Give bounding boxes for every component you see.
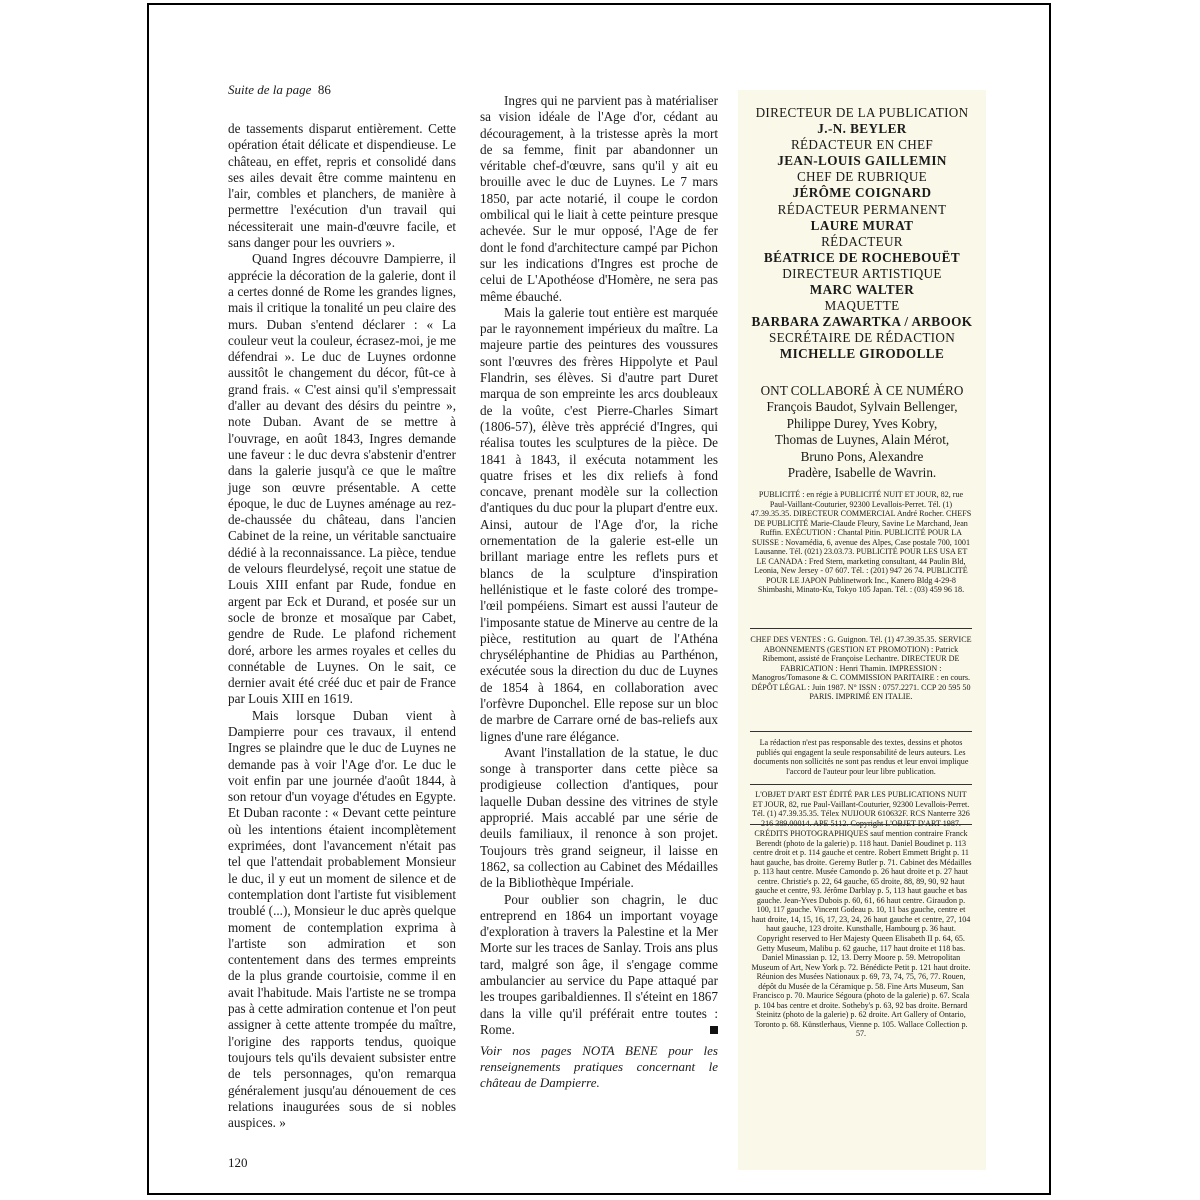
paragraph: de tassements disparut entièrement. Cette opération était délicate et dispendieuse. Le château, en effet, repris et consolidé dans ses ailes devait être comme maintenu en l'air, combles et planchers, de manière à permettre l'exécution d'un travail qui nécessiterait une main-d'œuvre facile, et sans danger pour les ouvriers ». <box>228 121 456 251</box>
paragraph: Ingres qui ne parvient pas à matérialiser sa vision idéale de l'Age d'or, cédant au découragement, à la tristesse après la mort de sa femme, finit par abandonner un véritable chef-d'œuvre, sans qu'il y ait eu brouille avec le duc de Luynes. Le 7 mars 1850, par acte notarié, il coupe le cordon ombilical qui le liait à cette peinture presque achevée. Sur le mur opposé, l'Age de fer dont le fond d'architecture campé par Pichon sur les indications d'Ingres est proche de celui de L'Apothéose d'Homère, ne sera pas même ébauché. <box>480 93 718 304</box>
disclaimer-text: La rédaction n'est pas responsable des textes, dessins et photos publiés qui engagent la seule responsabilité de leurs auteurs. Les documents non sollicités ne sont pas rendus et leur envoi implique l'accord de l'auteur pour leur libre publication. <box>753 738 969 776</box>
publisher-info <box>750 790 972 828</box>
masthead-name: BARBARA ZAWARTKA / ARBOOK <box>751 314 973 330</box>
masthead <box>738 105 986 363</box>
page-number: 120 <box>228 1155 248 1170</box>
contributors-line: Philippe Durey, Yves Kobry, <box>786 415 938 431</box>
masthead-role: DIRECTEUR DE LA PUBLICATION <box>755 105 969 120</box>
editorial-disclaimer <box>750 738 972 776</box>
masthead-name: J.-N. BEYLER <box>817 121 907 137</box>
masthead-name: MARC WALTER <box>809 282 915 298</box>
masthead-role: SECRÉTAIRE DE RÉDACTION <box>768 330 956 346</box>
paragraph-text: Pour oublier son chagrin, le duc entreprend en 1864 un important voyage d'exploration à travers la Palestine et la Mer Morte sur les traces de Sanlay. Trois ans plus tard, malgré son âge, il s'engage comme ambulancier au service du Pape attaqué par les troupes garibaldiennes. Il s'éteint en 1867 dans la ville qu'il préférait entre toutes : Rome. <box>480 891 718 1037</box>
contributors-line: François Baudot, Sylvain Bellenger, <box>766 399 958 415</box>
contributors <box>738 383 986 481</box>
publisher-text: L'OBJET D'ART EST ÉDITÉ PAR LES PUBLICATIONS NUIT ET JOUR, 82, rue Paul-Vaillant-Couturier, 92300 Levallois-Perret. Tél. (1) 47.39.35.35. Télex NUIJOUR 610632F. RCS Nanterre 326 216 389.00014. APE 5112. Copyright L'OBJET D'ART 1987. <box>752 790 970 828</box>
end-of-article-mark <box>710 1026 718 1034</box>
masthead-name: LAURE MURAT <box>810 217 914 233</box>
advertising-info <box>750 490 972 595</box>
sales-text: CHEF DES VENTES : G. Guignon. Tél. (1) 47.39.35.35. SERVICE ABONNEMENTS (GESTION ET PROMOTION) : Patrick Ribemont, assisté de Françoise Lechantre. DIRECTEUR DE FABRICATION : Henri Thamin. IMPRESSION : Manogros/Tomasone & C. COMMISSION PARITAIRE : en cours. DÉPÔT LÉGAL : Juin 1987. N° ISSN : 0757.2271. CCP 20 595 50 PARIS. IMPRIMÉ EN ITALIE. <box>750 635 972 702</box>
masthead-role: CHEF DE RUBRIQUE <box>796 169 928 185</box>
masthead-role: DIRECTEUR ARTISTIQUE <box>782 265 942 281</box>
article-column-1 <box>228 121 456 1131</box>
contributors-line: Bruno Pons, Alexandre <box>800 448 924 464</box>
paragraph: Mais la galerie tout entière est marquée par le rayonnement impérieux du maître. La majeure partie des peintures des voussures sont l'œuvres des frères Hippolyte et Paul Flandrin, ses élèves. Si d'autre part Duret marqua de son empreinte les arcs doubleaux de la voûte, c'est Pierre-Charles Simart (1806-57), élève très apprécié d'Ingres, qui réalisa toutes les sculptures de la pièce. De 1841 à 1843, il exécuta notamment les quatre frises et les dix reliefs à fond concave, prenant modèle sur la collection d'antiques du duc pour la plupart d'entre eux. Ainsi, autour de l'Age d'or, la riche ornementation de la galerie est-elle un brillant mariage entre les reflets purs et blancs de la sculpture d'inspiration hellénistique et le faste coloré des trompe-l'œil pompéiens. Simart est aussi l'auteur de l'imposante statue de Minerve au centre de la pièce, restitution au quart de l'Athéna chryséléphantine de Phidias au Parthénon, exécutée sous la direction du duc de Luynes de 1854 à 1864, en collaboration avec l'orfèvre Duponchel. Elle repose sur un bloc de marbre de Carrare orné de bas-reliefs aux lignes d'une rare élégance. <box>480 304 718 744</box>
continuation-label: Suite de la page <box>228 82 312 97</box>
sales-info <box>750 635 972 702</box>
masthead-name: JÉRÔME COIGNARD <box>792 185 932 201</box>
masthead-role: MAQUETTE <box>824 298 900 314</box>
masthead-role: RÉDACTEUR EN CHEF <box>790 137 934 153</box>
advertising-text: PUBLICITÉ : en régie à PUBLICITÉ NUIT ET JOUR, 82, rue Paul-Vaillant-Couturier, 92300 Levallois-Perret. Tél. (1) 47.39.35.35. DIRECTEUR COMMERCIAL André Rocher. CHEFS DE PUBLICITÉ Marie-Claude Fleury, Savine Le Marchand, Jean Ruffin. EXÉCUTION : Chantal Pitin. PUBLICITÉ POUR LA SUISSE : Novamédia, 6, avenue des Alpes, Case postale 700, 1001 Lausanne. Tél. (021) 23.03.73. PUBLICITÉ POUR LES USA ET LE CANADA : Fred Stern, marketing consultant, 44 Paulin Bld, Leonia, New Jersey - 07 607. Tél. : (201) 947 26 74. PUBLICITÉ POUR LE JAPON Publinetwork Inc., Kanero Bldg 4-29-8 Shimbashi, Minato-Ku, Tokyo 105 Japan. Tél. : (03) 459 96 18. <box>750 490 972 595</box>
masthead-name: JEAN-LOUIS GAILLEMIN <box>777 153 947 169</box>
paragraph: Mais lorsque Duban vient à Dampierre pour ces travaux, il entend Ingres se plaindre que le duc de Luynes ne demande pas à voir l'Age d'or. Le duc le voit enfin par une journée d'août 1844, à son retour d'un voyage d'études en Egypte. Et Duban raconte : « Devant cette peinture où les intentions étaient incomplètement exprimées, dont l'avancement n'était pas tel que l'attendait probablement Monsieur le duc, il y eut un moment de silence et de contemplation dont l'artiste fut visiblement troublé (...), Monsieur le duc après quelque moment de contemplation exprima à l'artiste son admiration et son contentement dans des termes empreints de la plus grande courtoisie, comme il en avait l'habitude. Mais l'artiste ne se trompa pas à cette admiration contenue et l'on peut assigner à cette attente trompée du maître, l'origine des rapports tendus, quoique toujours tels qu'ils devaient subsister entre de tels personnages, qu'on remarqua généralement jusqu'au dénouement de ces relations inaugurées sous de si nobles auspices. » <box>228 707 456 1131</box>
masthead-name: MICHELLE GIRODOLLE <box>779 346 945 362</box>
divider <box>750 784 972 785</box>
paragraph: Quand Ingres découvre Dampierre, il apprécie la décoration de la galerie, dont il a certes donné de Rome les grandes lignes, mais il critique la tonalité un peu claire des murs. Duban s'entend déclarer : « La couleur veut la couleur, écrasez-moi, je me défendrai ». Le duc de Luynes ordonne aussitôt le changement du décor, fût-ce à grand frais. « C'est ainsi qu'il s'empressait d'aller au devant des désirs du peintre », note Duban. Avant de se mettre à l'ouvrage, en août 1843, Ingres demande une faveur : le duc devra s'abstenir d'entrer dans la galerie jusqu'à ce que le maître juge son œuvre présentable. A cette époque, le duc de Luynes aménage au rez-de-chaussée du château, dans l'ancien Cabinet de la reine, un véritable sanctuaire dédié à la reconnaissance. La pièce, tendue de velours fleurdelysé, reçoit une statue de Louis XIII enfant par Rude, fondue en argent par Eck et Durand, et posée sur un socle de bronze et mosaïque par Cabet, gendre de Rude. Le plafond richement doré, arbore les armes royales et celles du connétable de Luynes. On le sait, ce dernier avait été créé duc et pair de France par Louis XIII en 1619. <box>228 251 456 707</box>
nota-bene-note: Voir nos pages NOTA BENE pour les renseignements pratiques concernant le château de Dampierre. <box>480 1043 718 1090</box>
contributors-heading: ONT COLLABORÉ À CE NUMÉRO <box>760 383 964 398</box>
divider <box>750 731 972 732</box>
divider <box>750 824 972 825</box>
article-column-2 <box>480 93 718 1038</box>
photo-credits <box>750 829 972 1039</box>
credits-text: CRÉDITS PHOTOGRAPHIQUES sauf mention contraire Franck Berendt (photo de la galerie) p. 118 haut. Daniel Boudinet p. 113 centre droit et p. 114 gauche et centre. Robert Emmett Bright p. 11 haut gauche, bas droite. Geremy Butler p. 71. Cabinet des Médailles p. 113 haut centre. Musée Camondo p. 26 haut droite et p. 27 haut centre. Christie's p. 22, 64 gauche, 65 droite, 88, 89, 90, 92 haut gauche et centre, 93. Jérôme Darblay p. 5, 113 haut gauche et bas gauche. Jean-Yves Dubois p. 60, 61, 66 haut centre. Giraudon p. 100, 117 gauche. Vincent Godeau p. 10, 11 bas gauche, centre et haut droite, 14, 15, 16, 17, 23, 24, 26 haut gauche et centre, 27, 104 haut gauche, 123 droite. Kunsthalle, Hambourg p. 36 haut. Copyright reserved to Her Majesty Queen Elisabeth II p. 64, 65. Getty Museum, Malibu p. 62 gauche, 117 haut droite et 118 bas. Daniel Minassian p. 12, 13. Derry Moore p. 59. Metropolitan Museum of Art, New York p. 72. Bénédicte Petit p. 121 haut droite. Réunion des Musées Nationaux p. 69, 73, 74, 75, 76, 77. Rouen, dépôt du Musée de la Céramique p. 58. Fine Arts Museum, San Francisco p. 70. Maurice Ségoura (photo de la galerie) p. 67. Scala p. 104 bas centre et droite. Sotheby's p. 63, 92 bas droite. Bernard Steinitz (photo de la galerie) p. 62 droite. Art Gallery of Ontario, Toronto p. 68. Künstlerhaus, Vienne p. 105. Wallace Collection p. 57. <box>750 829 972 1039</box>
continuation-header <box>228 82 331 98</box>
contributors-line: Pradère, Isabelle de Wavrin. <box>787 465 937 481</box>
continuation-page: 86 <box>317 82 331 97</box>
divider <box>750 628 972 629</box>
paragraph: Avant l'installation de la statue, le duc songe à transporter dans cette pièce sa prodigieuse collection d'antiques, pour laquelle Duban dessine des vitrines de style approprié. Mais accablé par une série de deuils familiaux, il renonce à son projet. Toujours très grand seigneur, il laisse en 1862, sa collection au Cabinet des Médailles de la Bibliothèque Impériale. <box>480 744 718 891</box>
masthead-role: RÉDACTEUR <box>821 233 903 249</box>
masthead-role: RÉDACTEUR PERMANENT <box>777 201 947 217</box>
contributors-line: Thomas de Luynes, Alain Mérot, <box>774 432 950 448</box>
paragraph <box>480 892 718 1039</box>
masthead-panel <box>738 90 986 1170</box>
masthead-name: BÉATRICE DE ROCHEBOUËT <box>763 249 961 265</box>
